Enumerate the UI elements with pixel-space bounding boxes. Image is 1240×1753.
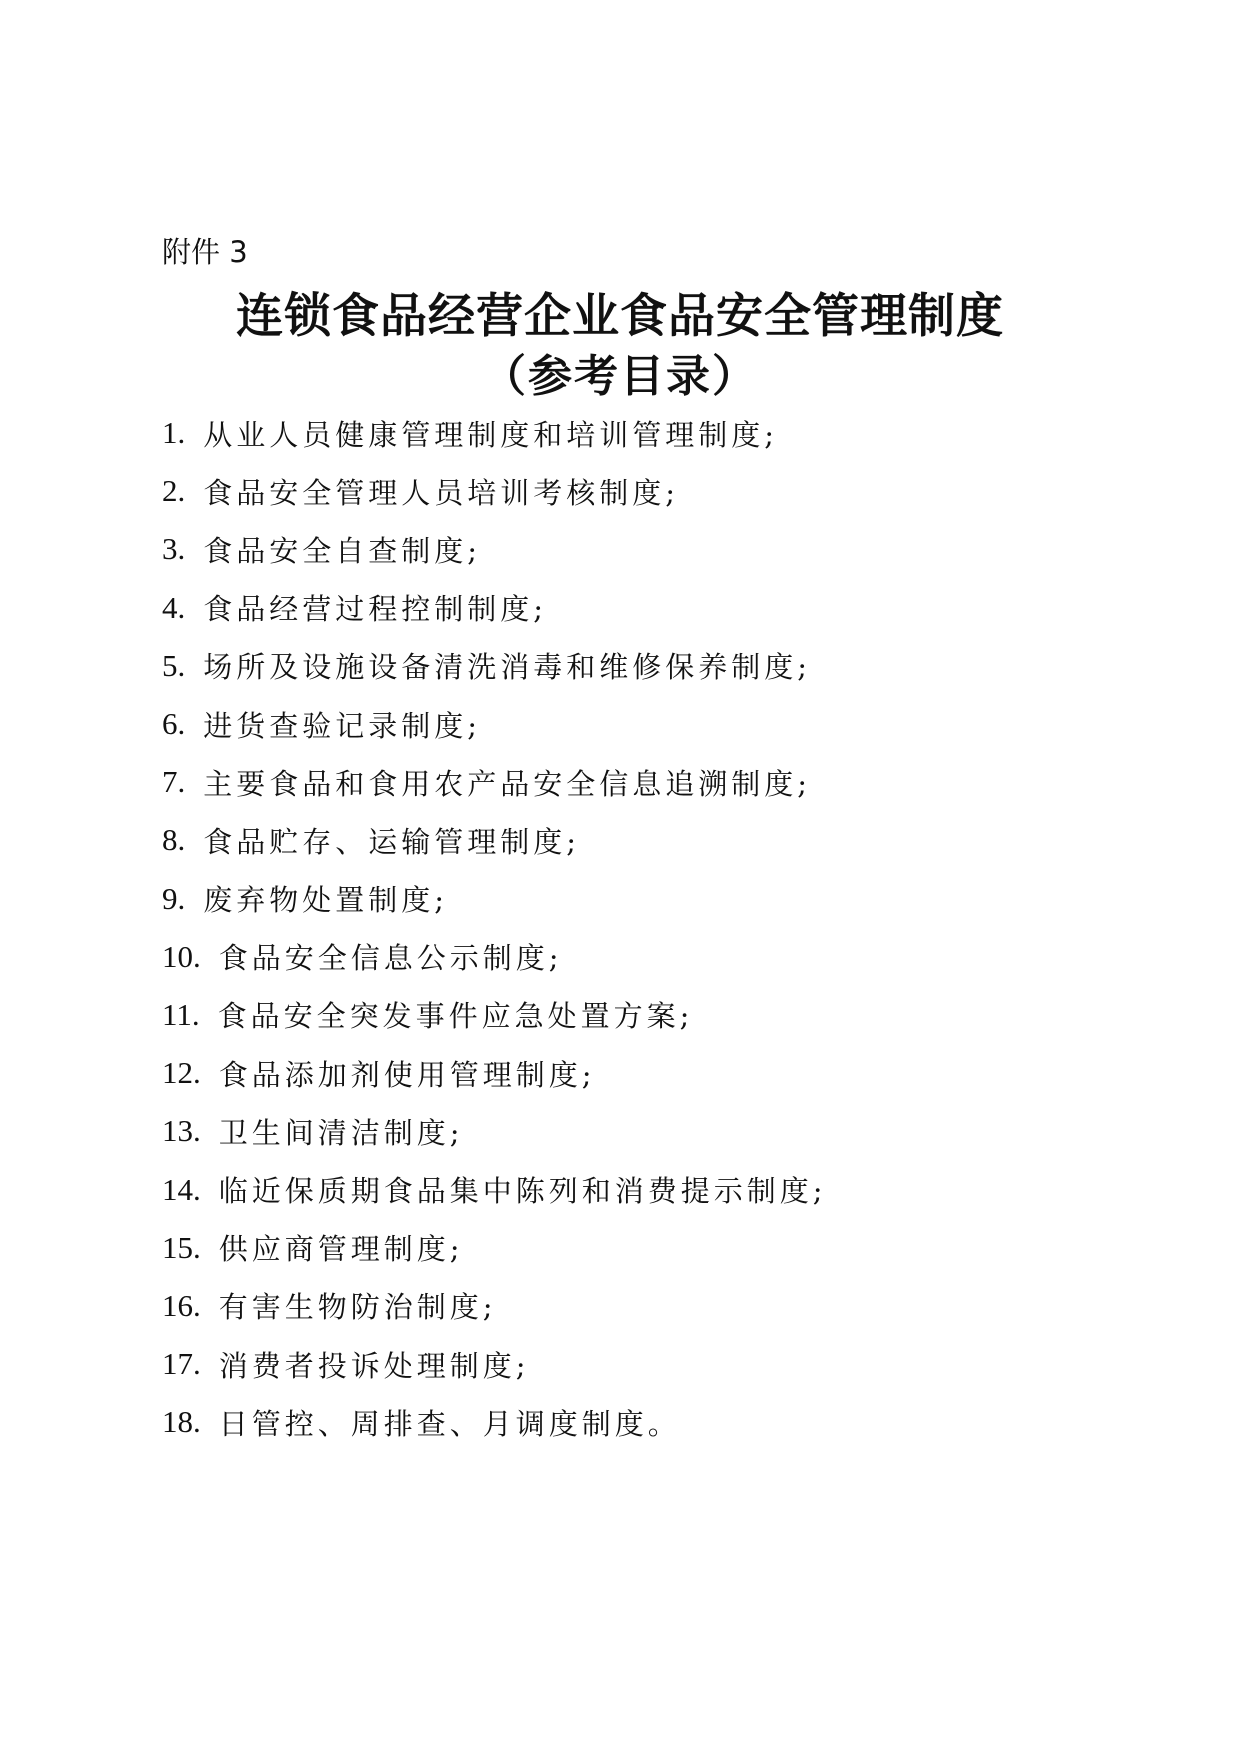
toc-item-text: 消费者投诉处理制度; <box>218 1348 530 1383</box>
toc-item <box>162 1044 1162 1102</box>
toc-item-number: 14. <box>162 1171 201 1207</box>
toc-item-text: 食品安全突发事件应急处置方案; <box>217 999 694 1034</box>
toc-item-number: 18. <box>162 1404 201 1440</box>
toc-item-text: 场所及设施设备清洗消毒和维修保养制度; <box>203 650 812 685</box>
toc-item <box>162 1102 1162 1160</box>
toc-item-number: 13. <box>162 1113 201 1149</box>
toc-item-number: 7. <box>162 764 186 800</box>
toc-item <box>162 1160 1162 1218</box>
toc-item <box>162 695 1162 753</box>
toc-item-text: 废弃物处置制度; <box>203 883 449 918</box>
toc-item <box>162 1277 1162 1335</box>
toc-item-text: 食品安全管理人员培训考核制度; <box>203 475 680 510</box>
toc-item <box>162 1393 1162 1451</box>
document-title: 连锁食品经营企业食品安全管理制度 <box>236 289 1004 344</box>
toc-item-number: 4. <box>162 589 186 625</box>
toc-item-number: 11. <box>162 996 200 1032</box>
toc-item <box>162 753 1162 811</box>
toc-item-text: 从业人员健康管理制度和培训管理制度; <box>203 417 779 452</box>
toc-item-number: 17. <box>162 1346 201 1382</box>
toc-item-text: 主要食品和食用农产品安全信息追溯制度; <box>203 766 812 801</box>
toc-item-number: 12. <box>162 1055 201 1091</box>
toc-item-number: 16. <box>162 1287 201 1323</box>
toc-item-text: 卫生间清洁制度; <box>218 1115 464 1150</box>
toc-item-number: 5. <box>162 647 186 683</box>
toc-item-number: 6. <box>162 706 186 742</box>
toc-item-number: 3. <box>162 531 186 567</box>
attachment-label: 附件 3 <box>162 235 248 269</box>
toc-item <box>162 870 1162 928</box>
toc-item-text: 供应商管理制度; <box>218 1232 464 1267</box>
toc-item <box>162 404 1162 462</box>
toc-item-text: 食品添加剂使用管理制度; <box>218 1057 596 1092</box>
toc-item-text: 食品安全自查制度; <box>203 533 482 568</box>
toc-item-number: 9. <box>162 880 186 916</box>
toc-item-text: 进货查验记录制度; <box>203 708 482 743</box>
toc-item <box>162 1219 1162 1277</box>
toc-item-number: 8. <box>162 822 186 858</box>
toc-item-text: 食品经营过程控制制度; <box>203 592 548 627</box>
toc-item <box>162 1335 1162 1393</box>
document-subtitle: （参考目录） <box>482 351 758 402</box>
toc-item <box>162 520 1162 578</box>
toc-item <box>162 579 1162 637</box>
toc-item <box>162 986 1162 1044</box>
toc-item-text: 有害生物防治制度; <box>218 1290 497 1325</box>
toc-item <box>162 637 1162 695</box>
toc-item-number: 15. <box>162 1229 201 1265</box>
toc-item-text: 食品贮存、运输管理制度; <box>203 824 581 859</box>
toc-item-text: 日管控、周排查、月调度制度。 <box>218 1406 681 1441</box>
toc-list <box>162 404 1162 1451</box>
toc-item-number: 2. <box>162 473 186 509</box>
toc-item <box>162 462 1162 520</box>
toc-item <box>162 928 1162 986</box>
toc-item-text: 临近保质期食品集中陈列和消费提示制度; <box>218 1174 827 1209</box>
toc-item <box>162 811 1162 869</box>
toc-item-number: 1. <box>162 415 186 451</box>
toc-item-text: 食品安全信息公示制度; <box>218 941 563 976</box>
toc-item-number: 10. <box>162 938 201 974</box>
